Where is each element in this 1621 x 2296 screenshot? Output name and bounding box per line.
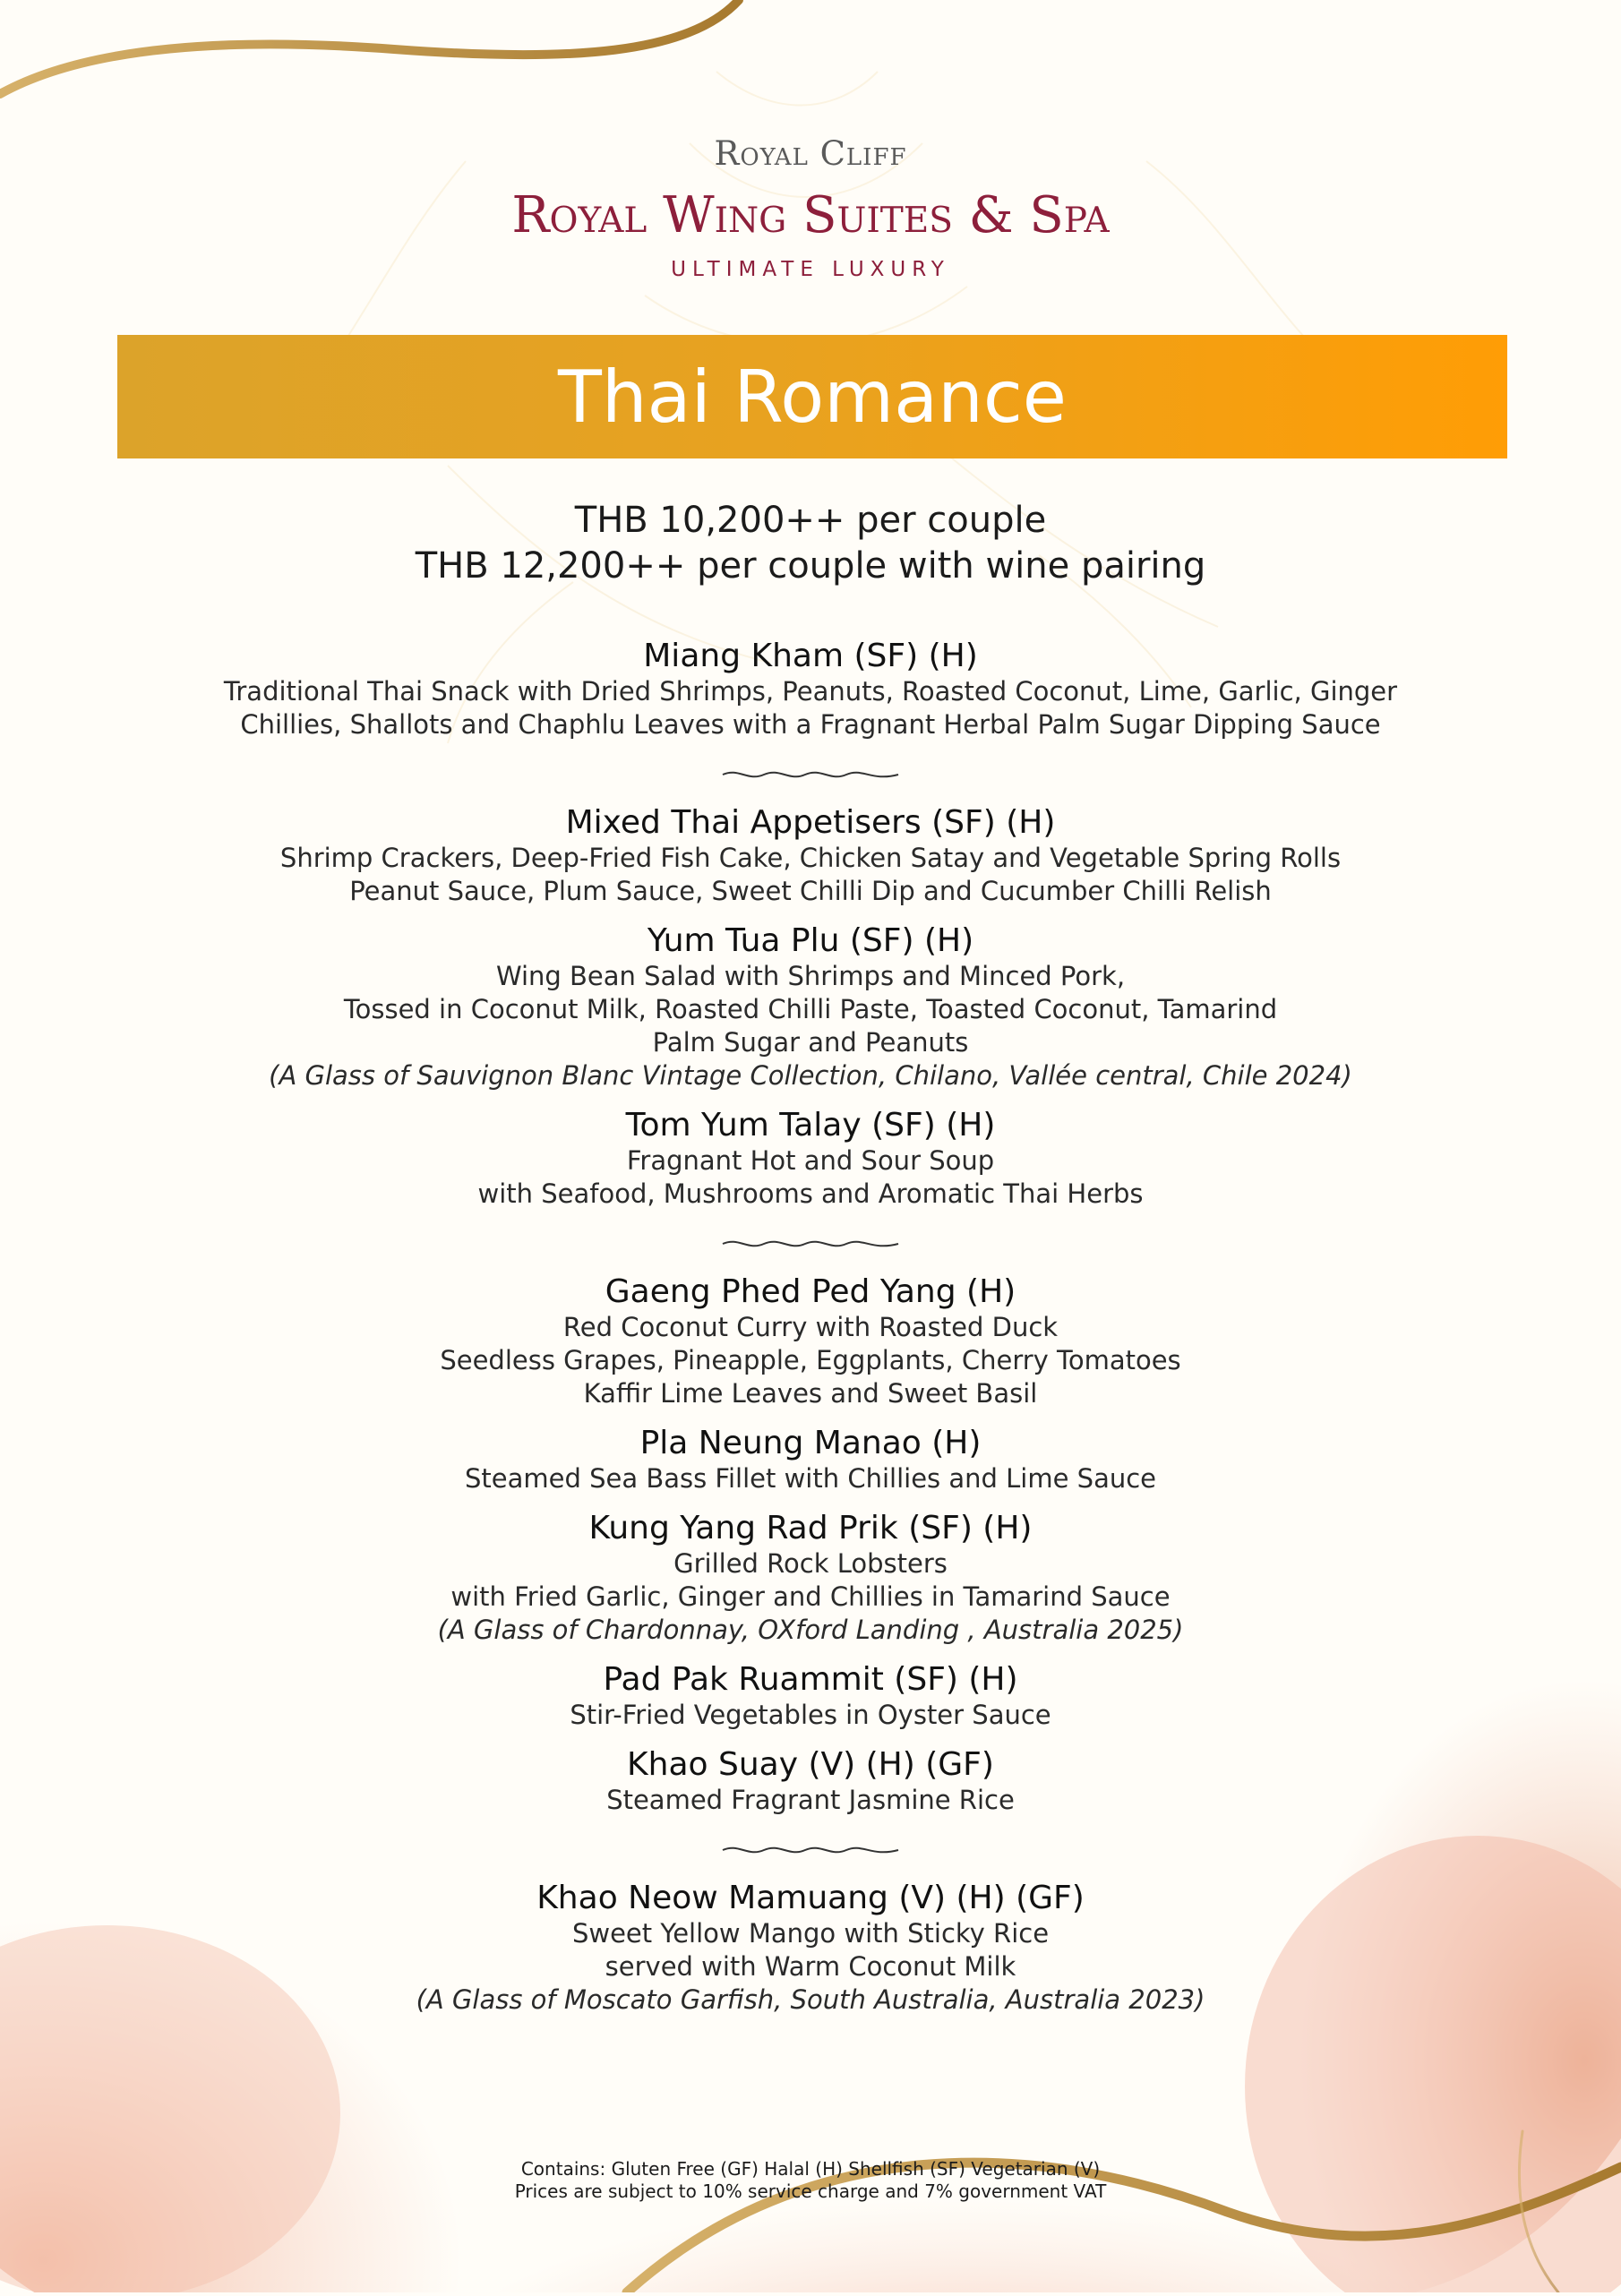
course-title: Pad Pak Ruammit (SF) (H) xyxy=(603,1661,1018,1698)
wine-pairing-note: (A Glass of Sauvignon Blanc Vintage Collection, Chilano, Vallée central, Chile 2024) xyxy=(269,1060,1352,1091)
course-description-line: served with Warm Coconut Milk xyxy=(605,1951,1016,1982)
brand-main: Royal Wing Suites & Spa xyxy=(511,186,1110,244)
wine-pairing-note: (A Glass of Chardonnay, OXford Landing , Australia 2025) xyxy=(437,1615,1184,1645)
course-yum-tua-plu xyxy=(0,922,1621,1092)
course-description-line: Kaffir Lime Leaves and Sweet Basil xyxy=(583,1378,1038,1409)
course-description-line: Peanut Sauce, Plum Sauce, Sweet Chilli Dip and Cucumber Chilli Relish xyxy=(349,876,1272,906)
course-description-line: Grilled Rock Lobsters xyxy=(673,1548,948,1579)
course-title: Tom Yum Talay (SF) (H) xyxy=(625,1107,996,1144)
course-pla-neung-manao xyxy=(0,1425,1621,1495)
course-description-line: Steamed Sea Bass Fillet with Chillies and Lime Sauce xyxy=(464,1463,1157,1494)
course-description-line: Seedless Grapes, Pineapple, Eggplants, Cherry Tomatoes xyxy=(440,1345,1181,1375)
menu-list xyxy=(0,638,1621,2017)
course-description-line: Stir-Fried Vegetables in Oyster Sauce xyxy=(570,1700,1051,1730)
course-khao-neow-mamuang xyxy=(0,1880,1621,2017)
menu-title: Thai Romance xyxy=(557,355,1068,439)
course-description-line: Tossed in Coconut Milk, Roasted Chilli Paste, Toasted Coconut, Tamarind xyxy=(343,994,1278,1024)
course-miang-kham xyxy=(0,638,1621,741)
course-description-line: Wing Bean Salad with Shrimps and Minced Pork, xyxy=(495,961,1126,991)
course-mixed-thai-appetisers xyxy=(0,804,1621,908)
section-divider xyxy=(0,1230,1621,1257)
course-description-line: with Seafood, Mushrooms and Aromatic Thai Herbs xyxy=(477,1178,1144,1209)
course-description-line: Fragnant Hot and Sour Soup xyxy=(626,1145,995,1176)
course-gaeng-phed-ped-yang xyxy=(0,1273,1621,1410)
footer-price-note: Prices are subject to 10% service charge and 7% government VAT xyxy=(514,2180,1107,2202)
course-title: Yum Tua Plu (SF) (H) xyxy=(647,922,974,959)
course-description-line: Palm Sugar and Peanuts xyxy=(652,1027,969,1058)
price-line-1: THB 10,200++ per couple xyxy=(574,500,1047,541)
course-pad-pak-ruammit xyxy=(0,1661,1621,1732)
ornament-divider-icon xyxy=(721,1235,900,1253)
brand-tagline: ULTIMATE LUXURY xyxy=(671,258,950,281)
course-description-line: Chillies, Shallots and Chaphlu Leaves with a Fragnant Herbal Palm Sugar Dipping Sauce xyxy=(240,709,1381,740)
course-title: Pla Neung Manao (H) xyxy=(639,1425,982,1461)
course-description-line: Red Coconut Curry with Roasted Duck xyxy=(562,1312,1059,1342)
course-title: Khao Suay (V) (H) (GF) xyxy=(627,1746,994,1783)
course-title: Mixed Thai Appetisers (SF) (H) xyxy=(565,804,1056,841)
course-description-line: Sweet Yellow Mango with Sticky Rice xyxy=(571,1918,1050,1949)
section-divider xyxy=(0,761,1621,788)
course-description-line: with Fried Garlic, Ginger and Chillies in Tamarind Sauce xyxy=(450,1581,1171,1612)
course-description-line: Traditional Thai Snack with Dried Shrimps, Peanuts, Roasted Coconut, Lime, Garlic, Ginger xyxy=(223,676,1398,707)
course-kung-yang-rad-prik xyxy=(0,1510,1621,1647)
course-title: Khao Neow Mamuang (V) (H) (GF) xyxy=(536,1880,1085,1916)
course-description-line: Steamed Fragrant Jasmine Rice xyxy=(606,1785,1015,1815)
footer-contains-note: Contains: Gluten Free (GF) Halal (H) Shellfish (SF) Vegetarian (V) xyxy=(520,2158,1101,2180)
wine-pairing-note: (A Glass of Moscato Garfish, South Australia, Australia 2023) xyxy=(416,1984,1205,2015)
price-line-2: THB 12,200++ per couple with wine pairing xyxy=(415,545,1206,587)
course-title: Kung Yang Rad Prik (SF) (H) xyxy=(588,1510,1033,1546)
ornament-divider-icon xyxy=(721,1841,900,1859)
course-khao-suay xyxy=(0,1746,1621,1817)
section-divider xyxy=(0,1837,1621,1863)
ornament-divider-icon xyxy=(721,766,900,784)
course-description-line: Shrimp Crackers, Deep-Fried Fish Cake, Chicken Satay and Vegetable Spring Rolls xyxy=(279,843,1342,873)
title-banner xyxy=(117,335,1507,458)
course-title: Gaeng Phed Ped Yang (H) xyxy=(605,1273,1016,1310)
course-title: Miang Kham (SF) (H) xyxy=(643,638,978,674)
brand-top: Royal Cliff xyxy=(714,134,907,173)
course-tom-yum-talay xyxy=(0,1107,1621,1211)
